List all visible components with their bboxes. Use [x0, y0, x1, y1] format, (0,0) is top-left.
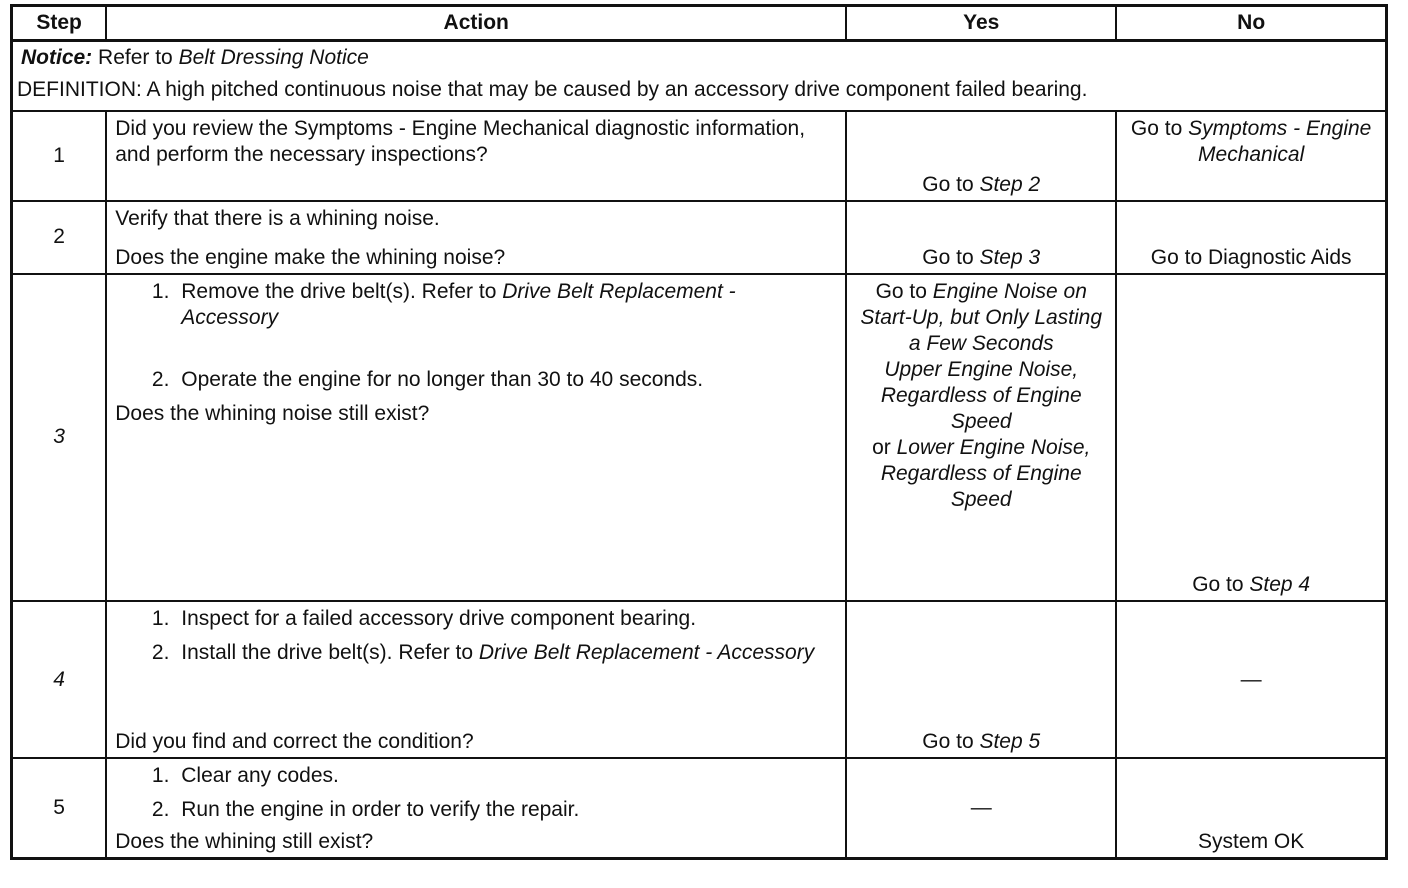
no-cell — [1116, 111, 1386, 201]
notice-row — [12, 41, 1387, 111]
definition-line: DEFINITION: A high pitched continuous noise that may be caused by an accessory drive component failed bearing. — [17, 78, 1088, 101]
table-row — [12, 274, 1387, 602]
step-number: 5 — [12, 758, 107, 859]
step-number: 1 — [12, 111, 107, 201]
yes-prefix: Go to — [875, 279, 933, 303]
step-number: 3 — [12, 274, 107, 602]
no-link[interactable]: Step 4 — [1249, 573, 1311, 597]
no-prefix: Go to — [1192, 573, 1250, 597]
action-steps — [115, 759, 837, 823]
no-result: System OK — [1198, 830, 1305, 853]
action-step-item — [175, 763, 837, 789]
yes-cell — [846, 758, 1116, 859]
notice-label: Notice: — [21, 46, 93, 69]
header-row — [12, 6, 1387, 41]
yes-result — [847, 172, 1115, 198]
no-result: — — [1240, 667, 1262, 691]
no-result[interactable]: Go to Diagnostic Aids — [1150, 245, 1352, 269]
yes-result: — — [970, 795, 992, 819]
notice-line — [21, 42, 1377, 74]
no-cell — [1116, 601, 1386, 758]
action-step-item — [175, 797, 837, 823]
yes-prefix: Go to — [922, 729, 980, 753]
action-question: Does the whining noise still exist? — [115, 401, 430, 425]
yes-result — [855, 275, 1107, 513]
action-question: Does the whining still exist? — [115, 830, 374, 853]
item-link[interactable]: Drive Belt Replacement - Accessory — [181, 279, 736, 329]
action-cell — [106, 601, 846, 758]
action-question: Did you find and correct the condition? — [115, 729, 474, 753]
yes-cell — [846, 201, 1116, 273]
yes-link-upper[interactable]: Upper Engine Noise, Regardless of Engine Speed — [880, 357, 1082, 433]
yes-prefix: Go to — [922, 173, 980, 197]
table-row — [12, 601, 1387, 758]
header-no: No — [1116, 6, 1386, 41]
table-row — [12, 758, 1387, 859]
yes-result — [847, 245, 1115, 271]
yes-link[interactable]: Step 5 — [979, 729, 1041, 753]
header-step: Step — [12, 6, 107, 41]
yes-prefix: Go to — [922, 245, 980, 269]
no-cell — [1116, 274, 1386, 602]
action-steps — [115, 602, 837, 666]
step-number: 2 — [12, 201, 107, 273]
item-text: Remove the drive belt(s). Refer to — [181, 279, 503, 303]
notice-text: Refer to — [92, 46, 179, 69]
action-step-item — [175, 606, 837, 632]
yes-result — [847, 729, 1115, 755]
action-text: Verify that there is a whining noise. — [115, 207, 440, 231]
yes-cell — [846, 111, 1116, 201]
table-row — [12, 201, 1387, 273]
item-link[interactable]: Drive Belt Replacement - Accessory — [478, 641, 815, 665]
action-cell — [106, 201, 846, 273]
item-text: Operate the engine for no longer than 30 to 40 seconds. — [181, 367, 704, 391]
header-action: Action — [106, 6, 846, 41]
header-yes: Yes — [846, 6, 1116, 41]
yes-link[interactable]: Step 3 — [979, 245, 1041, 269]
action-cell — [106, 111, 846, 201]
yes-link-start-up[interactable]: Engine Noise on Start-Up, but Only Lasting a Few Seconds — [860, 279, 1103, 355]
yes-mid: or — [872, 435, 897, 459]
action-text: Did you review the Symptoms - Engine Mechanical diagnostic information, and perform the necessary inspections? — [115, 116, 806, 166]
yes-link[interactable]: Step 2 — [979, 173, 1041, 197]
table-row — [12, 111, 1387, 201]
no-result — [1125, 112, 1377, 168]
item-text: Clear any codes. — [181, 763, 339, 787]
item-text: Run the engine in order to verify the repair. — [181, 797, 580, 821]
item-text: Inspect for a failed accessory drive component bearing. — [181, 607, 697, 631]
action-question: Does the engine make the whining noise? — [115, 245, 506, 269]
action-step-item — [175, 279, 837, 331]
action-steps — [115, 275, 837, 393]
no-prefix: Go to — [1130, 116, 1189, 140]
yes-cell — [846, 274, 1116, 602]
action-step-item — [175, 367, 837, 393]
diagnostic-table — [10, 4, 1388, 860]
yes-cell — [846, 601, 1116, 758]
notice-cell — [12, 41, 1387, 111]
action-step-item — [175, 640, 837, 666]
yes-link-lower[interactable]: Lower Engine Noise, Regardless of Engine Speed — [880, 435, 1091, 511]
no-result — [1117, 572, 1385, 598]
no-cell — [1116, 758, 1386, 859]
action-cell — [106, 274, 846, 602]
step-number: 4 — [12, 601, 107, 758]
no-cell — [1116, 201, 1386, 273]
action-cell — [106, 758, 846, 859]
notice-ref: Belt Dressing Notice — [178, 46, 369, 69]
no-link[interactable]: Symptoms - Engine Mechanical — [1188, 116, 1372, 166]
item-text: Install the drive belt(s). Refer to — [181, 641, 479, 665]
